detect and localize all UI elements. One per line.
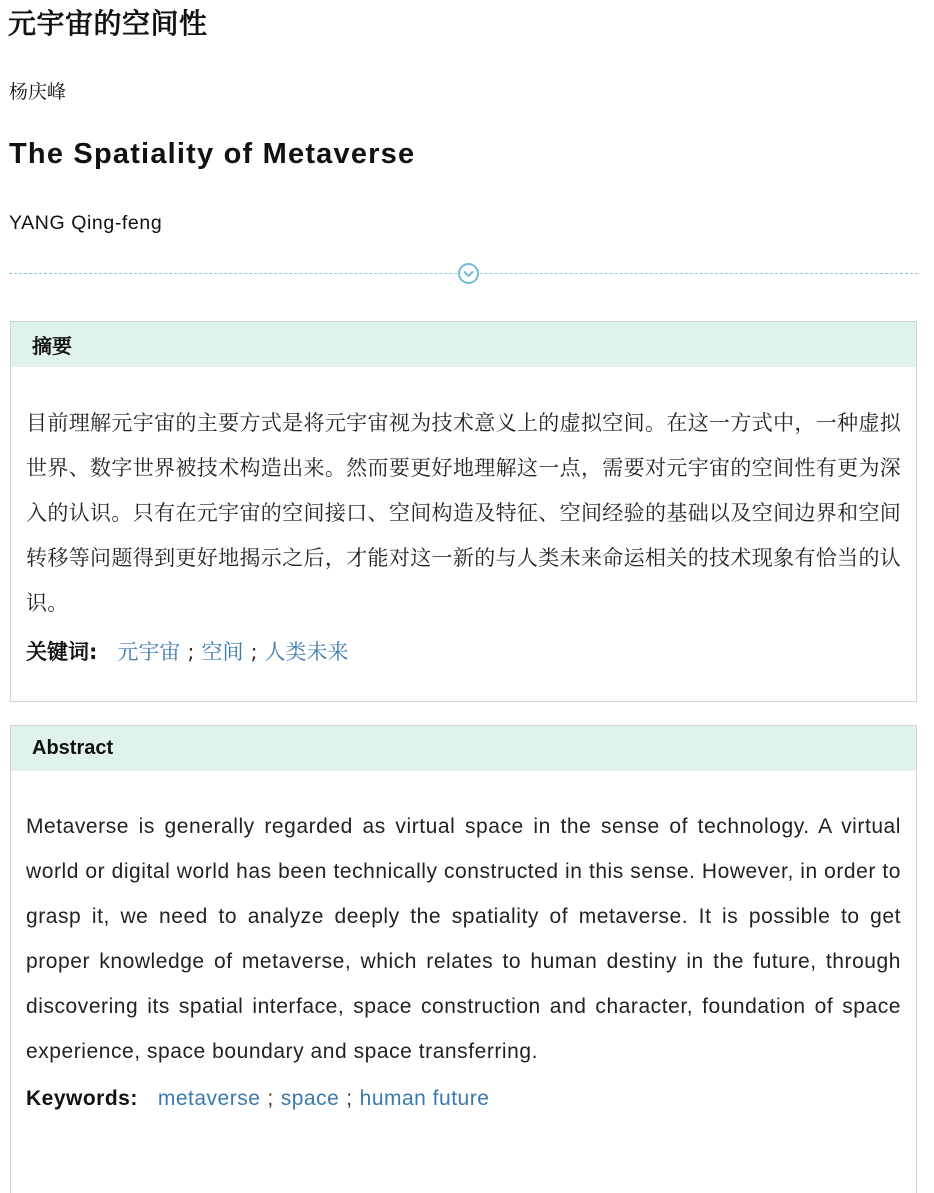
keyword-link[interactable]: metaverse <box>157 1087 261 1110</box>
keywords-cn-label: 关键词: <box>26 640 98 664</box>
keyword-link[interactable]: 人类未来 <box>264 640 349 664</box>
article-author-en[interactable]: YANG Qing-feng <box>9 212 163 234</box>
collapse-toggle-button[interactable] <box>458 263 479 284</box>
abstract-en-body <box>11 804 916 1111</box>
keyword-separator: ; <box>250 640 258 664</box>
article-author-cn[interactable]: 杨庆峰 <box>9 81 67 103</box>
article-title-cn: 元宇宙的空间性 <box>8 7 208 40</box>
abstract-cn-text: 目前理解元宇宙的主要方式是将元宇宙视为技术意义上的虚拟空间。在这一方式中，一种虚拟世界、数字世界被技术构造出来。然而要更好地理解这一点，需要对元宇宙的空间性有更为深入的认识。只有在元宇宙的空间接口、空间构造及特征、空间经验的基础以及空间边界和空间转移等问题得到更好地揭示之后，才能对这一新的与人类未来命运相关的技术现象有恰当的认识。 <box>26 411 901 615</box>
abstract-en-text: Metaverse is generally regarded as virtual space in the sense of technology. A virtual world or digital world has been technically constructed in this sense. However, in order to grasp it, we need to analyze deeply the spatiality of metaverse. It is possible to get proper knowledge of metaverse, which relates to human destiny in the future, through discovering its spatial interface, space construction and character, foundation of space experience, space boundary and space transferring. <box>26 815 901 1063</box>
keyword-separator: ; <box>267 1087 274 1110</box>
keyword-link[interactable]: human future <box>359 1087 490 1110</box>
keyword-link[interactable]: 空间 <box>201 640 244 664</box>
keyword-separator: ; <box>346 1087 353 1110</box>
abstract-cn-panel <box>10 321 917 702</box>
chevron-down-icon <box>463 270 474 278</box>
keywords-en-label: Keywords: <box>26 1087 138 1110</box>
abstract-en-panel <box>10 725 917 1193</box>
keyword-separator: ; <box>187 640 195 664</box>
keyword-link[interactable]: space <box>280 1087 340 1110</box>
article-title-en: The Spatiality of Metaverse <box>9 138 416 170</box>
keyword-link[interactable]: 元宇宙 <box>117 640 181 664</box>
abstract-cn-heading: 摘要 <box>11 322 916 367</box>
abstract-cn-body <box>11 401 916 666</box>
keywords-en-row <box>26 1087 901 1111</box>
abstract-en-heading: Abstract <box>11 726 916 771</box>
keywords-cn-row <box>26 636 901 666</box>
